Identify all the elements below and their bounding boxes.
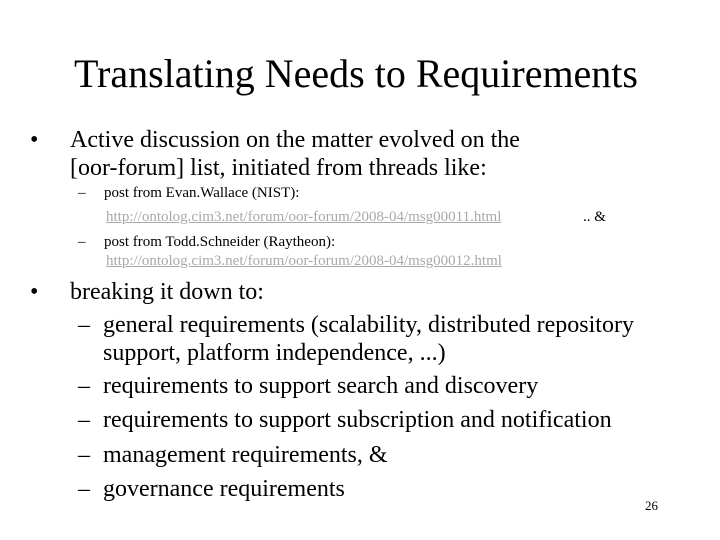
subitem-continuation: .. & bbox=[583, 209, 606, 225]
subitem-post-evan-wallace: post from Evan.Wallace (NIST): bbox=[104, 185, 300, 201]
subitem-dash: – bbox=[78, 312, 90, 338]
subitem-management-requirements: management requirements, & bbox=[103, 442, 388, 468]
bullet-marker: • bbox=[30, 127, 39, 153]
subitem-dash: – bbox=[78, 185, 86, 201]
bullet-marker: • bbox=[30, 279, 39, 305]
page-number: 26 bbox=[645, 498, 658, 513]
subitem-dash: – bbox=[78, 442, 90, 468]
bullet-text-line: [oor-forum] list, initiated from threads like: bbox=[70, 155, 487, 181]
link-msg00011[interactable]: http://ontolog.cim3.net/forum/oor-forum/2008-04/msg00011.html bbox=[106, 209, 502, 225]
link-msg00012[interactable]: http://ontolog.cim3.net/forum/oor-forum/2008-04/msg00012.html bbox=[106, 253, 502, 269]
subitem-dash: – bbox=[78, 407, 90, 433]
subitem-dash: – bbox=[78, 373, 90, 399]
slide-title: Translating Needs to Requirements bbox=[73, 51, 638, 96]
bullet-text-line: Active discussion on the matter evolved on the bbox=[70, 127, 520, 153]
subitem-subscription-notification: requirements to support subscription and notification bbox=[103, 407, 612, 433]
subitem-governance-requirements: governance requirements bbox=[103, 476, 345, 502]
subitem-dash: – bbox=[78, 476, 90, 502]
subitem-dash: – bbox=[78, 234, 86, 250]
subitem-post-todd-schneider: post from Todd.Schneider (Raytheon): bbox=[104, 234, 336, 250]
bullet-text-line: breaking it down to: bbox=[70, 279, 264, 305]
subitem-general-requirements-cont: support, platform independence, ...) bbox=[103, 340, 446, 366]
subitem-general-requirements: general requirements (scalability, distributed repository bbox=[103, 312, 634, 338]
subitem-search-discovery: requirements to support search and discovery bbox=[103, 373, 539, 399]
